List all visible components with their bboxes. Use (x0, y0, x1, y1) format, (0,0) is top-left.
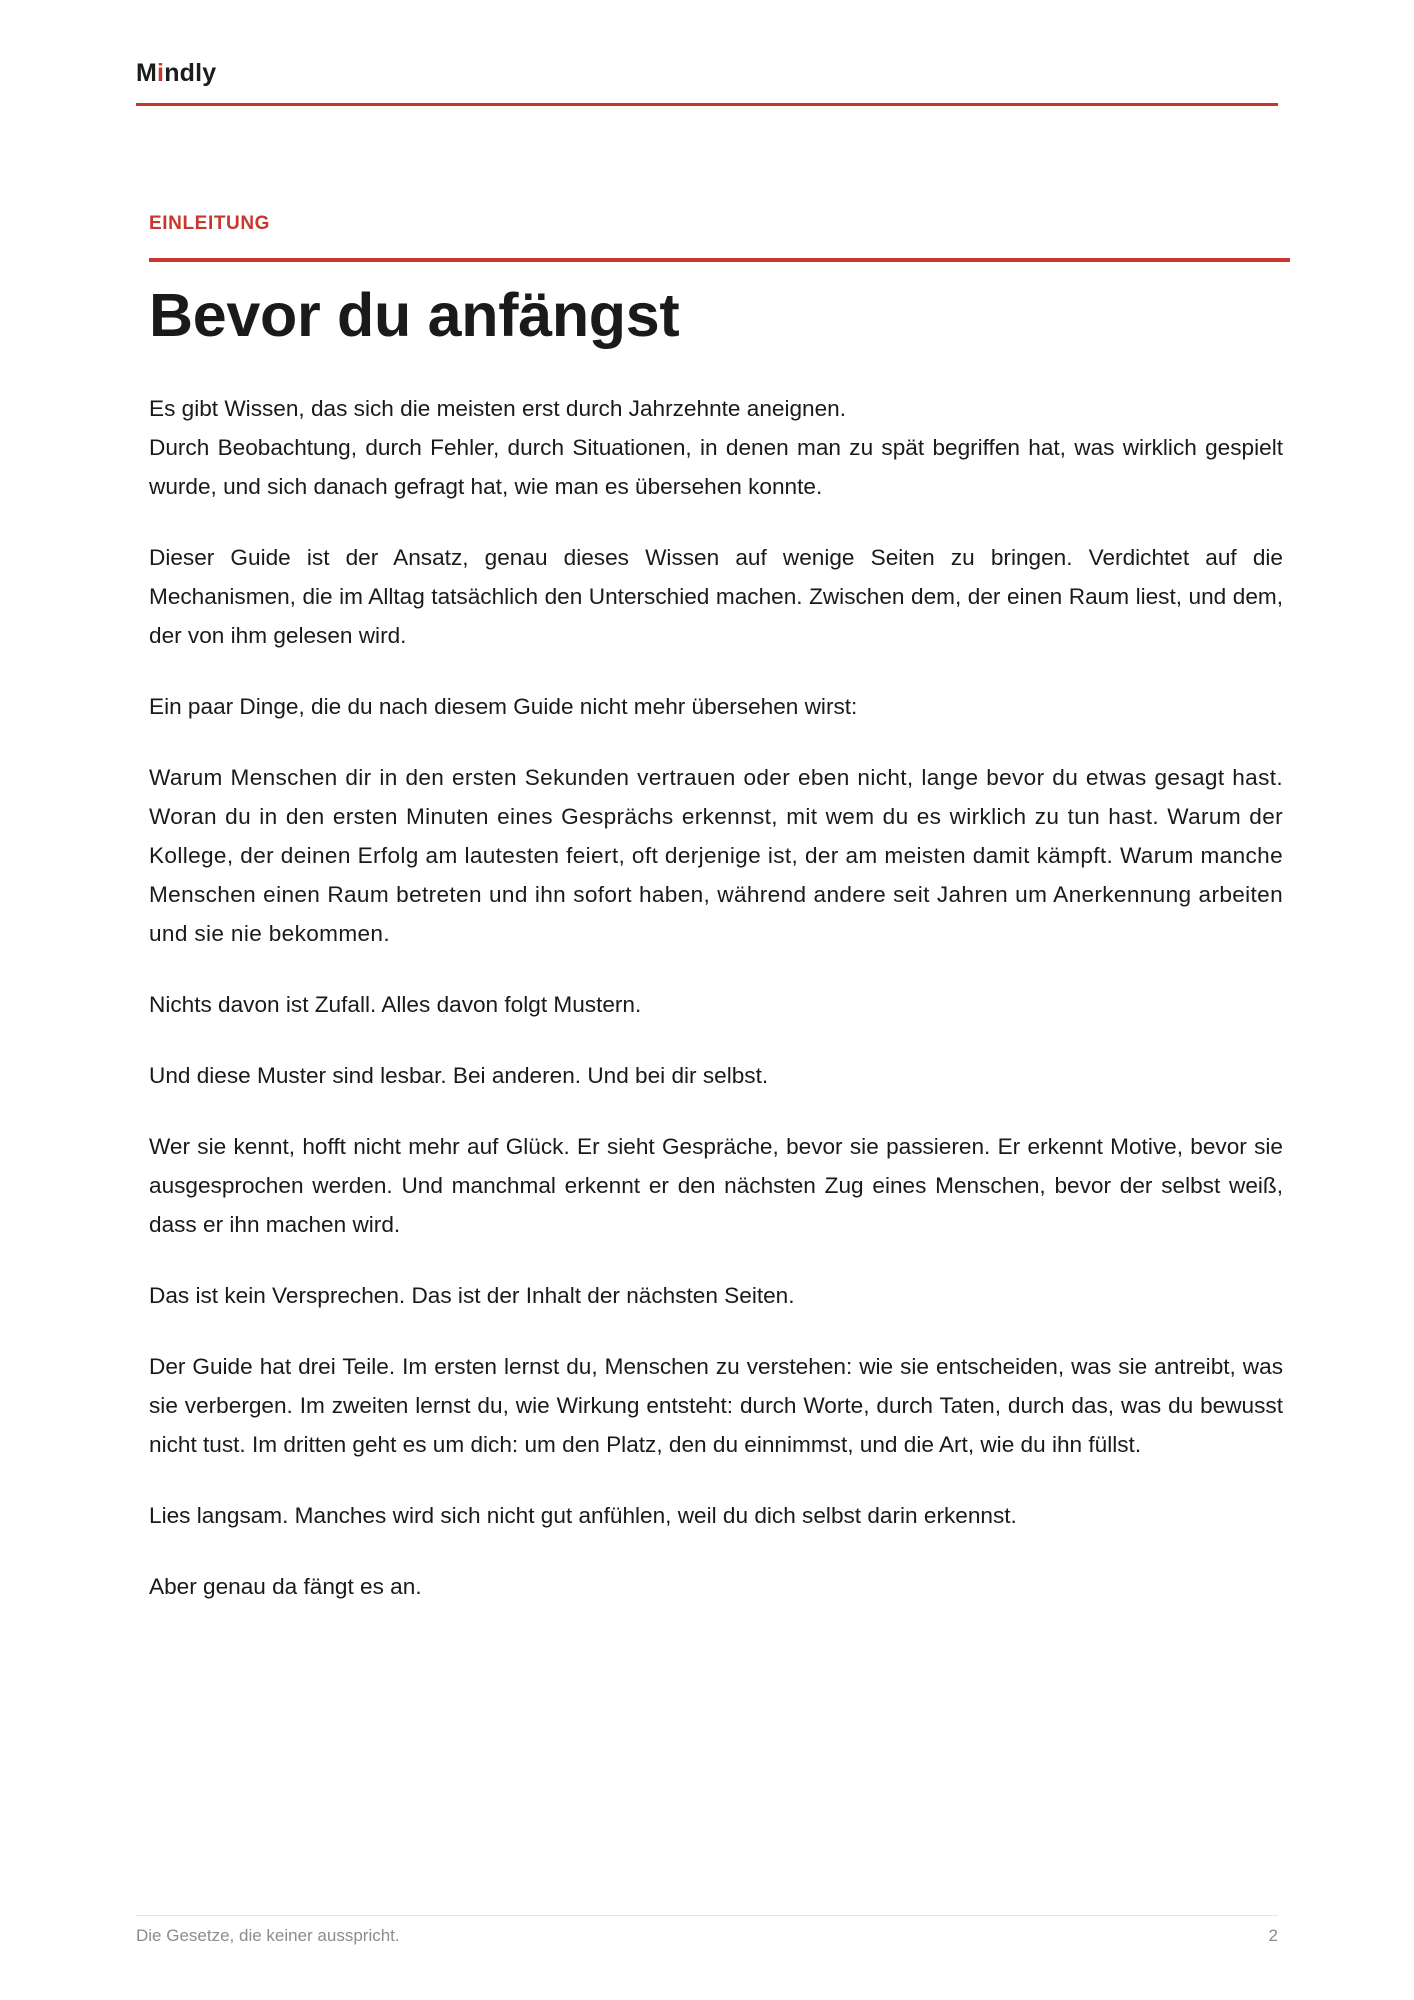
main-content (149, 211, 1290, 1638)
section-label: EINLEITUNG (149, 213, 271, 234)
footer-row (136, 1925, 1278, 1947)
logo-prefix: M (136, 59, 158, 87)
paragraph: Und diese Muster sind lesbar. Bei anderen. Und bei dir selbst. (149, 1063, 769, 1088)
paragraph: Der Guide hat drei Teile. Im ersten lernst du, Menschen zu verstehen: wie sie entscheiden, was sie antreibt, was sie verbergen. Im zweiten lernst du, wie Wirkung entsteht: durch Worte, durch Taten, durch das, was du bewusst nicht tust. Im dritten geht es um dich: um den Platz, den du einnimmst, und die Art, wie du ihn füllst. (149, 1354, 1283, 1457)
paragraph: Aber genau da fängt es an. (149, 1574, 422, 1599)
footer-book-title: Die Gesetze, die keiner ausspricht. (136, 1926, 400, 1945)
body-text (149, 389, 1283, 1606)
paragraph-line: Durch Beobachtung, durch Fehler, durch Situationen, in denen man zu spät begriffen hat, was wirklich gespielt wurde, und sich danach gefragt hat, wie man es übersehen konnte. (149, 435, 1283, 499)
title-divider (149, 258, 1290, 262)
page-title: Bevor du anfängst (149, 281, 680, 349)
logo-accent-letter: i (157, 59, 165, 87)
header-divider (136, 103, 1278, 106)
page-number: 2 (1268, 1926, 1278, 1945)
paragraph: Lies langsam. Manches wird sich nicht gut anfühlen, weil du dich selbst darin erkennst. (149, 1503, 1017, 1528)
paragraph: Das ist kein Versprechen. Das ist der Inhalt der nächsten Seiten. (149, 1283, 795, 1308)
paragraph-line: Es gibt Wissen, das sich die meisten erst durch Jahrzehnte aneignen. (149, 396, 847, 421)
logo-suffix: ndly (164, 59, 217, 87)
paragraph: Warum Menschen dir in den ersten Sekunden vertrauen oder eben nicht, lange bevor du etwas gesagt hast. Woran du in den ersten Minuten eines Gesprächs erkennst, mit wem du es wirklich zu tun hast. Warum der Kollege, der deinen Erfolg am lautesten feiert, oft derjenige ist, der am meisten damit kämpft. Warum manche Menschen einen Raum betreten und ihn sofort haben, während andere seit Jahren um Anerkennung arbeiten und sie nie bekommen. (149, 765, 1283, 946)
footer-divider (136, 1915, 1278, 1916)
page-header (136, 56, 1278, 90)
paragraph: Nichts davon ist Zufall. Alles davon folgt Mustern. (149, 992, 642, 1017)
mindly-logo (136, 56, 1278, 90)
paragraph (149, 389, 1283, 506)
paragraph: Dieser Guide ist der Ansatz, genau dieses Wissen auf wenige Seiten zu bringen. Verdichtet auf die Mechanismen, die im Alltag tatsächlich den Unterschied machen. Zwischen dem, der einen Raum liest, und dem, der von ihm gelesen wird. (149, 545, 1283, 648)
paragraph: Wer sie kennt, hofft nicht mehr auf Glück. Er sieht Gespräche, bevor sie passieren. Er erkennt Motive, bevor sie ausgesprochen werden. Und manchmal erkennt er den nächsten Zug eines Menschen, bevor der selbst weiß, dass er ihn machen wird. (149, 1134, 1283, 1237)
paragraph: Ein paar Dinge, die du nach diesem Guide nicht mehr übersehen wirst: (149, 694, 858, 719)
page-footer (136, 1915, 1278, 1947)
